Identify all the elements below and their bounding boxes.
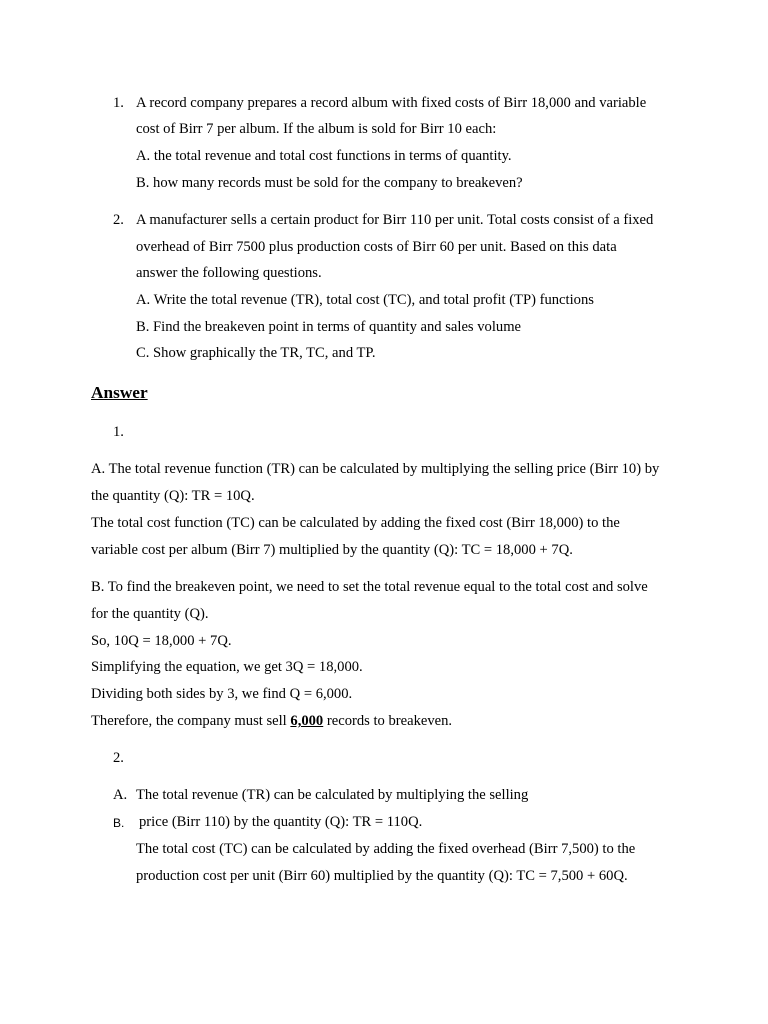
question-2-line: answer the following questions. [136,265,322,281]
answer-2-item-b-marker: B. [113,816,125,830]
answer-2-item-a-text: The total revenue (TR) can be calculated by multiplying the selling [136,787,529,803]
question-1-part-a: A. the total revenue and total cost functions in terms of quantity. [136,148,512,164]
question-2-line: A manufacturer sells a certain product for Birr 110 per unit. Total costs consist of a fixed [136,212,654,228]
question-2-part-c: C. Show graphically the TR, TC, and TP. [136,345,376,361]
answer-1-part-a-line: The total cost function (TC) can be calculated by adding the fixed cost (Birr 18,000) to the [91,515,620,531]
breakeven-quantity: 6,000 [290,713,324,729]
answer-1-part-a-line: the quantity (Q): TR = 10Q. [91,488,255,504]
question-2-number: 2. [113,212,124,228]
answer-1-part-b-line: So, 10Q = 18,000 + 7Q. [91,633,232,649]
question-1-line: cost of Birr 7 per album. If the album is sold for Birr 10 each: [136,121,497,137]
answer-1-number: 1. [113,424,124,440]
answer-2-item-a-marker: A. [113,787,128,803]
question-1-part-b: B. how many records must be sold for the company to breakeven? [136,175,523,191]
answer-1-part-a-line: A. The total revenue function (TR) can be calculated by multiplying the selling price (Birr 10) by [91,461,660,477]
answer-2-item-b-text: price (Birr 110) by the quantity (Q): TR = 110Q. [139,814,423,830]
answer-2-continuation: production cost per unit (Birr 60) multiplied by the quantity (Q): TC = 7,500 + 60Q. [136,868,628,884]
question-2-part-a: A. Write the total revenue (TR), total cost (TC), and total profit (TP) functions [136,292,594,308]
question-1-number: 1. [113,95,124,111]
question-2-line: overhead of Birr 7500 plus production costs of Birr 60 per unit. Based on this data [136,239,617,255]
answer-heading: Answer [91,383,148,402]
answer-1-conclusion [91,712,452,730]
answer-1-part-a-line: variable cost per album (Birr 7) multiplied by the quantity (Q): TC = 18,000 + 7Q. [91,542,573,558]
answer-1-part-b-line: for the quantity (Q). [91,606,209,622]
answer-2-continuation: The total cost (TC) can be calculated by adding the fixed overhead (Birr 7,500) to the [136,841,636,857]
question-2-part-b: B. Find the breakeven point in terms of quantity and sales volume [136,319,522,335]
answer-1-part-b-line: Simplifying the equation, we get 3Q = 18,000. [91,659,363,675]
answer-1-part-b-line: B. To find the breakeven point, we need to set the total revenue equal to the total cost and solve [91,579,648,595]
conclusion-text: Therefore, the company must sell [91,713,291,729]
answer-1-part-b-line: Dividing both sides by 3, we find Q = 6,000. [91,686,353,702]
answer-2-number: 2. [113,750,124,766]
question-1-line: A record company prepares a record album with fixed costs of Birr 18,000 and variable [136,95,647,111]
conclusion-text: records to breakeven. [323,713,453,729]
